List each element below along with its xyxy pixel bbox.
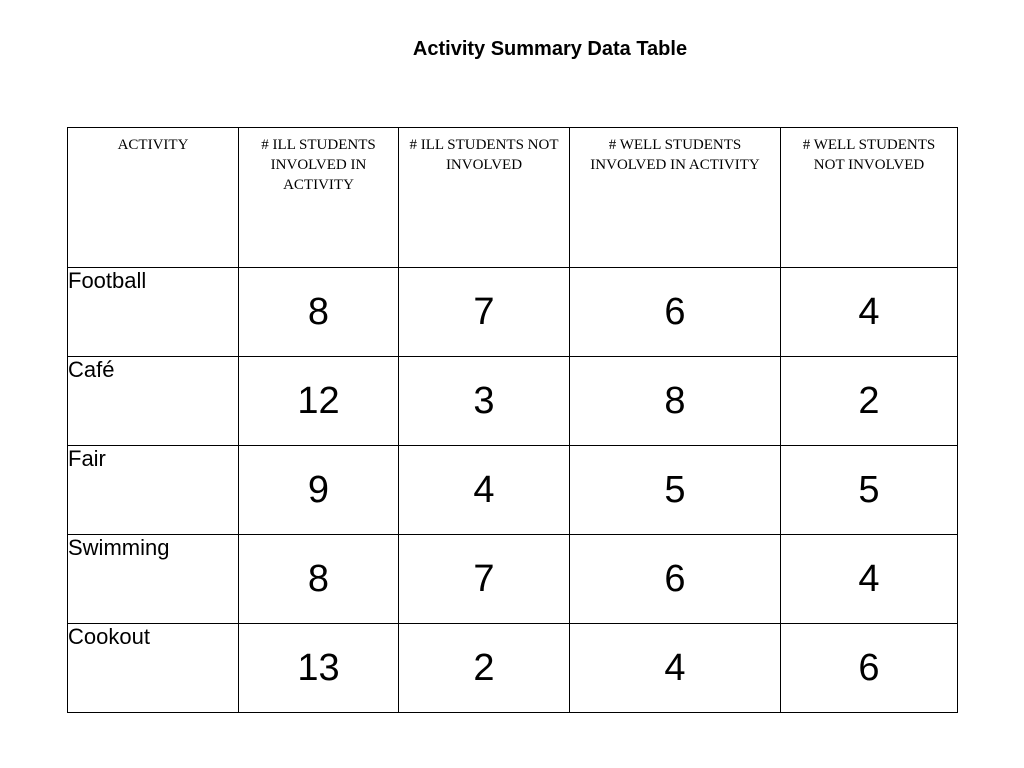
ill-involved-count: 13 bbox=[239, 624, 399, 713]
ill-involved-count: 8 bbox=[239, 535, 399, 624]
well-involved-count: 5 bbox=[570, 446, 781, 535]
ill-not-involved-count: 7 bbox=[399, 268, 570, 357]
header-well-not-involved: # WELL STUDENTS NOT INVOLVED bbox=[781, 128, 958, 268]
activity-summary-table bbox=[67, 127, 958, 713]
table-row bbox=[68, 446, 958, 535]
table-row bbox=[68, 624, 958, 713]
page-title: Activity Summary Data Table bbox=[412, 38, 688, 60]
activity-name: Football bbox=[68, 268, 239, 357]
ill-involved-count: 12 bbox=[239, 357, 399, 446]
well-involved-count: 4 bbox=[570, 624, 781, 713]
well-involved-count: 6 bbox=[570, 268, 781, 357]
ill-involved-count: 8 bbox=[239, 268, 399, 357]
well-not-involved-count: 4 bbox=[781, 535, 958, 624]
header-activity: ACTIVITY bbox=[68, 128, 239, 268]
well-involved-count: 6 bbox=[570, 535, 781, 624]
activity-name: Fair bbox=[68, 446, 239, 535]
header-well-involved: # WELL STUDENTS INVOLVED IN ACTIVITY bbox=[570, 128, 781, 268]
activity-name: Cookout bbox=[68, 624, 239, 713]
ill-not-involved-count: 2 bbox=[399, 624, 570, 713]
ill-not-involved-count: 3 bbox=[399, 357, 570, 446]
well-not-involved-count: 4 bbox=[781, 268, 958, 357]
ill-not-involved-count: 7 bbox=[399, 535, 570, 624]
well-not-involved-count: 6 bbox=[781, 624, 958, 713]
ill-involved-count: 9 bbox=[239, 446, 399, 535]
activity-name: Swimming bbox=[68, 535, 239, 624]
activity-name: Café bbox=[68, 357, 239, 446]
table-row bbox=[68, 268, 958, 357]
well-involved-count: 8 bbox=[570, 357, 781, 446]
table-header-row bbox=[68, 128, 958, 268]
table-row bbox=[68, 535, 958, 624]
well-not-involved-count: 5 bbox=[781, 446, 958, 535]
header-ill-not-involved: # ILL STUDENTS NOT INVOLVED bbox=[399, 128, 570, 268]
header-ill-involved: # ILL STUDENTS INVOLVED IN ACTIVITY bbox=[239, 128, 399, 268]
ill-not-involved-count: 4 bbox=[399, 446, 570, 535]
well-not-involved-count: 2 bbox=[781, 357, 958, 446]
table-row bbox=[68, 357, 958, 446]
